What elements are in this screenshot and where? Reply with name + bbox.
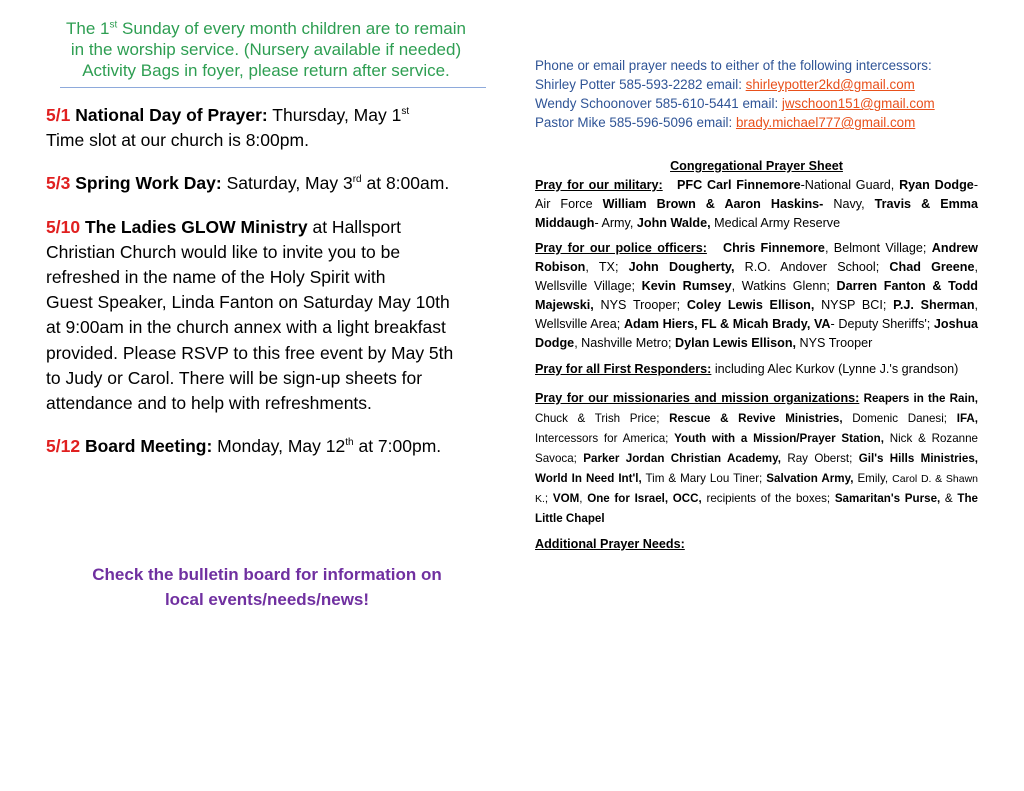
contact-text: Shirley Potter 585-593-2282 email: <box>535 77 746 92</box>
bulletin-line: Check the bulletin board for information on <box>92 565 442 584</box>
prayer-text: , Wellsville Village; <box>535 260 978 293</box>
event-date: 5/3 <box>46 173 71 194</box>
prayer-text: Intercessors for America; <box>535 432 675 445</box>
prayer-name: Gil's Hills Ministries, World In Need Int'l, <box>535 452 978 485</box>
section-heading: Pray for our police officers: <box>535 241 707 255</box>
children-notice <box>46 18 486 81</box>
prayer-text: recipients of the boxes; <box>701 492 835 505</box>
prayer-name: One for Israel, OCC, <box>587 492 702 505</box>
prayer-text: Ray Oberst; <box>780 452 859 465</box>
event-detail: Christian Church would like to invite you to be <box>46 241 401 262</box>
responders-section <box>535 360 978 379</box>
prayer-name: P.J. Sherman <box>893 298 975 312</box>
prayer-sheet-title: Congregational Prayer Sheet <box>670 159 843 173</box>
prayer-name: Dylan Lewis Ellison, <box>674 336 797 350</box>
event-detail: Time slot at our church is 8:00pm. <box>46 130 309 151</box>
event-detail: provided. Please RSVP to this free event by May 5th <box>46 342 454 363</box>
events-list <box>46 103 486 459</box>
military-section <box>535 176 978 233</box>
prayer-text: , Nashville Metro; <box>574 336 675 350</box>
prayer-text: R.O. Andover School; <box>734 260 890 274</box>
section-heading: Pray for our military: <box>535 178 663 192</box>
prayer-text: - Army, <box>594 216 637 230</box>
prayer-name: William Brown & Aaron Haskins- <box>602 197 824 211</box>
prayer-text: Medical Army Reserve <box>710 216 841 230</box>
prayer-text: ; <box>544 492 553 505</box>
event-board-meeting <box>46 434 486 459</box>
missions-section <box>535 388 978 529</box>
contact-pastor-mike <box>535 113 935 132</box>
prayer-text: NYSP BCI; <box>814 298 894 312</box>
event-prayer-day <box>46 103 486 153</box>
prayer-name: Coley Lewis Ellison, <box>686 298 815 312</box>
section-heading: Pray for all First Responders: <box>535 362 712 376</box>
event-detail: at Hallsport <box>307 216 401 237</box>
prayer-name: Adam Hiers, FL & Micah Brady, VA <box>623 317 831 331</box>
email-link[interactable]: shirleypotter2kd@gmail.com <box>745 77 915 92</box>
contact-wendy <box>535 94 935 113</box>
event-detail: to Judy or Carol. There will be sign-up sheets for <box>46 367 423 388</box>
prayer-name: John Walde, <box>636 216 711 230</box>
prayer-text: NYS Trooper; <box>593 298 687 312</box>
notice-line-1 <box>46 18 486 39</box>
event-detail: at 7:00pm. <box>353 436 442 457</box>
prayer-text: Tim & Mary Lou Tiner; <box>641 472 767 485</box>
prayer-name: Travis & Emma Middaugh <box>535 197 978 230</box>
event-name: The Ladies GLOW Ministry <box>84 216 308 237</box>
event-name: Board Meeting: <box>84 436 213 457</box>
intercessor-contacts <box>535 56 935 132</box>
prayer-text: , Wellsville Area; <box>535 298 979 331</box>
prayer-text: Carol D. & Shawn K. <box>535 473 979 505</box>
prayer-name: John Dougherty, <box>628 260 735 274</box>
event-detail: Thursday, May 1 <box>267 105 402 125</box>
prayer-name: Reapers in the Rain, <box>859 392 978 405</box>
contacts-intro: Phone or email prayer needs to either of the following intercessors: <box>535 58 932 73</box>
prayer-text: including Alec Kurkov (Lynne J.'s grandson) <box>711 362 959 376</box>
notice-text: Sunday of every month children are to remain <box>117 19 466 38</box>
notice-sup: st <box>109 19 118 31</box>
event-detail: Guest Speaker, Linda Fanton on Saturday May 10th <box>46 292 450 313</box>
prayer-name: Chad Greene <box>889 260 975 274</box>
event-sup: th <box>345 437 354 449</box>
event-work-day <box>46 171 486 196</box>
prayer-text: -National Guard, <box>800 178 900 192</box>
email-link[interactable]: jwschoon151@gmail.com <box>781 96 935 111</box>
prayer-text: Chuck & Trish Price; <box>535 412 670 425</box>
prayer-text: , Watkins Glenn; <box>731 279 837 293</box>
prayer-text: Emily, <box>853 472 893 485</box>
prayer-name: PFC Carl Finnemore <box>677 178 801 192</box>
prayer-sheet <box>535 157 978 554</box>
prayer-name: The Little Chapel <box>535 492 978 525</box>
prayer-name: Chris Finnemore <box>723 241 825 255</box>
prayer-name: Ryan Dodge <box>899 178 974 192</box>
prayer-name: IFA, <box>956 412 978 425</box>
event-detail: attendance and to help with refreshments. <box>46 393 372 414</box>
event-sup: rd <box>352 174 362 186</box>
event-detail: at 9:00am in the church annex with a light breakfast <box>46 317 446 338</box>
prayer-text: - Air Force <box>535 178 979 211</box>
notice-line-3: Activity Bags in foyer, please return after service. <box>82 61 450 80</box>
prayer-text: NYS Trooper <box>796 336 873 350</box>
prayer-text: , Belmont Village; <box>824 241 932 255</box>
event-glow-ministry <box>46 215 486 417</box>
event-detail: Monday, May 12 <box>212 436 346 457</box>
prayer-name: Andrew Robison <box>535 241 978 274</box>
contact-text: Wendy Schoonover 585-610-5441 email: <box>535 96 782 111</box>
section-heading: Additional Prayer Needs: <box>535 537 685 551</box>
prayer-name: Youth with a Mission/Prayer Station, <box>674 432 884 445</box>
prayer-text: , <box>579 492 588 505</box>
section-heading: Pray for our missionaries and mission organizations: <box>535 391 860 405</box>
prayer-name: Darren Fanton & Todd Majewski, <box>535 279 978 312</box>
event-name: Spring Work Day: <box>75 173 222 194</box>
event-sup: st <box>401 106 410 118</box>
contact-shirley <box>535 75 935 94</box>
prayer-text: , TX; <box>585 260 629 274</box>
prayer-name: Kevin Rumsey <box>641 279 732 293</box>
prayer-name: Rescue & Revive Ministries, <box>669 412 843 425</box>
prayer-name: Salvation Army, <box>766 472 854 485</box>
prayer-text: & <box>940 492 958 505</box>
event-name: National Day of Prayer: <box>75 105 268 125</box>
event-detail: at 8:00am. <box>361 173 450 194</box>
additional-needs-section <box>535 535 978 554</box>
police-section <box>535 239 978 353</box>
notice-text: The 1 <box>66 19 110 38</box>
bulletin-line: local events/needs/news! <box>164 590 370 609</box>
divider-line <box>60 87 486 88</box>
bulletin-board-note <box>46 562 488 612</box>
event-date: 5/10 <box>46 216 81 237</box>
event-detail: refreshed in the name of the Holy Spirit with <box>46 267 386 288</box>
contact-text: Pastor Mike 585-596-5096 email: <box>535 115 736 130</box>
prayer-name: Samaritan's Purse, <box>834 492 941 505</box>
left-column <box>46 18 486 459</box>
notice-line-2: in the worship service. (Nursery available if needed) <box>70 40 462 59</box>
event-detail: Saturday, May 3 <box>221 173 353 194</box>
prayer-name: Parker Jordan Christian Academy, <box>583 452 781 465</box>
prayer-text: Nick & Rozanne Savoca; <box>535 432 979 465</box>
email-link[interactable]: brady.michael777@gmail.com <box>735 115 916 130</box>
prayer-name: Joshua Dodge <box>535 317 979 350</box>
prayer-name: VOM <box>552 492 580 505</box>
prayer-text: Domenic Danesi; <box>842 412 957 425</box>
prayer-text: Navy, <box>823 197 875 211</box>
event-date: 5/12 <box>46 436 81 457</box>
event-date: 5/1 <box>46 105 71 125</box>
prayer-text: - Deputy Sheriffs'; <box>830 317 934 331</box>
